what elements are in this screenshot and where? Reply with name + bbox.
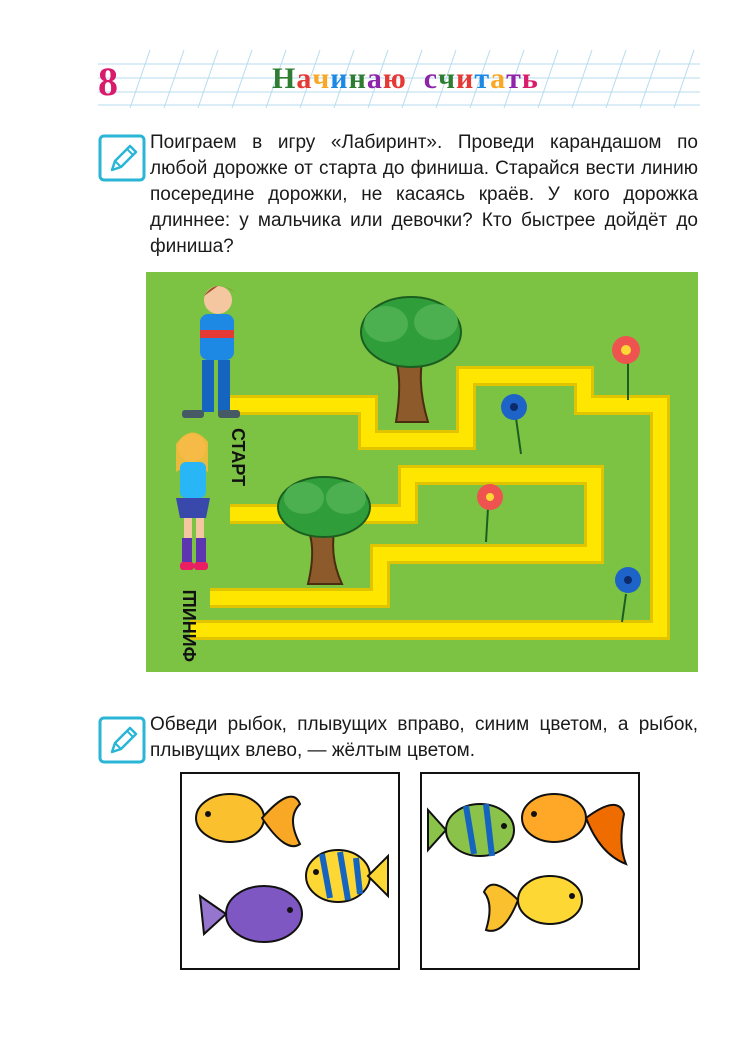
fish-box-right [420, 772, 640, 970]
title-letter: а [296, 62, 313, 95]
title-letter: Н [272, 62, 297, 95]
task-fish-text: Обведи рыбок, плывущих вправо, синим цветом, а рыбок, плывущих влево, — жёлтым цветом. [150, 714, 698, 761]
title-letter: ч [438, 62, 457, 95]
title-letter: н [348, 62, 367, 95]
title-letter: ь [521, 62, 539, 95]
fish-icon [200, 886, 302, 942]
title-letter [407, 62, 424, 96]
title-letter: ю [382, 62, 407, 95]
title-letter: с [423, 62, 439, 95]
title-letter: и [330, 62, 349, 95]
task-maze [98, 130, 698, 260]
fish-icon [484, 876, 582, 931]
fish-box-left [180, 772, 400, 970]
task-maze-text: Поиграем в игру «Лабиринт». Проведи карандашом по любой дорожке от старта до финиша. Старайся вести линию посередине дорожки, не касаясь краёв. У кого дорожка длиннее: у мальчика или девочки? Кто быстрее дойдёт до финиша? [150, 132, 698, 257]
maze-illustration [146, 272, 698, 672]
pencil-icon [98, 134, 146, 182]
start-label: СТАРТ [228, 428, 248, 487]
fish-icon [428, 804, 514, 856]
fish-icon [196, 794, 300, 846]
page-number: 8 [98, 59, 118, 104]
fish-icon [522, 794, 626, 864]
title-letter: и [456, 62, 475, 95]
task-fish [98, 712, 698, 768]
page-header [0, 50, 752, 110]
fish-icon [306, 850, 388, 902]
pencil-icon [98, 716, 146, 764]
title-letter: а [490, 62, 507, 95]
title-letter: ч [312, 62, 331, 95]
finish-label: ФИНИШ [180, 589, 200, 662]
title-letter: т [506, 62, 522, 95]
title-letter: а [366, 62, 383, 95]
title-letter: т [474, 62, 491, 95]
page-title [272, 62, 539, 96]
